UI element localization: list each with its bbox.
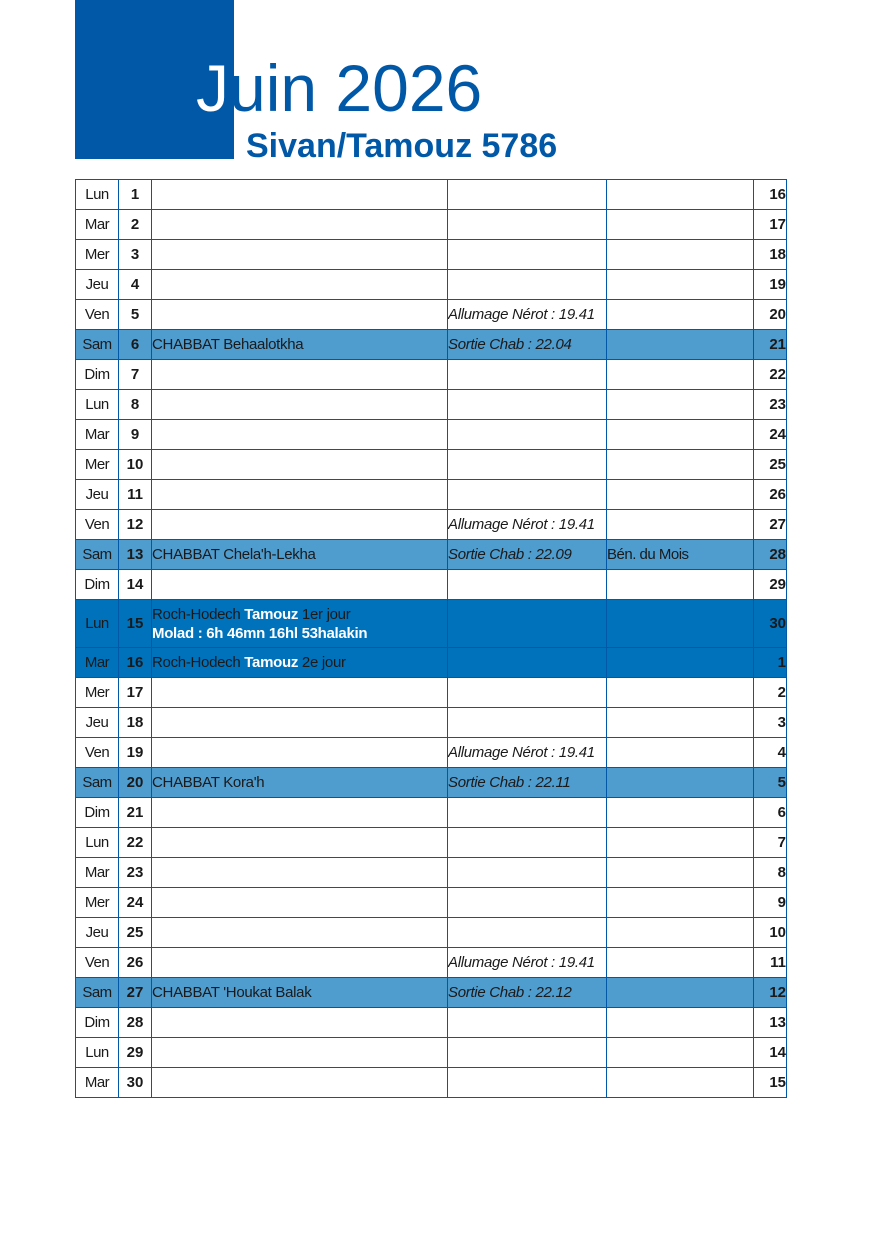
note-cell — [607, 708, 754, 738]
hebrew-date-cell: 30 — [754, 600, 787, 648]
note-cell — [607, 330, 754, 360]
weekday-cell: Ven — [76, 510, 119, 540]
parasha-cell: CHABBAT 'Houkat Balak — [152, 978, 448, 1008]
calendar-row-shabbat — [76, 540, 787, 570]
shabbat-end-time: Sortie Chab : 22.12 — [448, 978, 607, 1008]
event-cell — [152, 918, 448, 948]
hebrew-date-cell: 18 — [754, 240, 787, 270]
weekday-cell: Sam — [76, 768, 119, 798]
time-cell — [448, 1038, 607, 1068]
weekday-cell: Jeu — [76, 708, 119, 738]
parasha-cell: CHABBAT Kora'h — [152, 768, 448, 798]
event-cell — [152, 678, 448, 708]
note-cell — [607, 270, 754, 300]
hebrew-date-cell: 2 — [754, 678, 787, 708]
hebrew-date-cell: 5 — [754, 768, 787, 798]
calendar-row — [76, 1038, 787, 1068]
time-cell — [448, 888, 607, 918]
weekday-cell: Mer — [76, 678, 119, 708]
date-cell: 3 — [119, 240, 152, 270]
shabbat-end-time: Sortie Chab : 22.09 — [448, 540, 607, 570]
hebrew-date-cell: 7 — [754, 828, 787, 858]
time-cell — [448, 360, 607, 390]
calendar-row — [76, 1008, 787, 1038]
hebrew-date-cell: 29 — [754, 570, 787, 600]
note-cell — [607, 240, 754, 270]
weekday-cell: Jeu — [76, 270, 119, 300]
event-cell — [152, 1008, 448, 1038]
hebrew-date-cell: 23 — [754, 390, 787, 420]
weekday-cell: Lun — [76, 1038, 119, 1068]
weekday-cell: Mar — [76, 420, 119, 450]
event-cell — [152, 510, 448, 540]
calendar-row-roch-hodech — [76, 648, 787, 678]
event-cell — [152, 270, 448, 300]
hebrew-date-cell: 21 — [754, 330, 787, 360]
date-cell: 28 — [119, 1008, 152, 1038]
time-cell — [448, 390, 607, 420]
hebrew-month-highlight: Tamouz — [244, 654, 299, 671]
event-cell — [152, 948, 448, 978]
weekday-cell: Mar — [76, 1068, 119, 1098]
date-cell: 16 — [119, 648, 152, 678]
note-cell — [607, 600, 754, 648]
shabbat-end-time: Sortie Chab : 22.04 — [448, 330, 607, 360]
date-cell: 29 — [119, 1038, 152, 1068]
date-cell: 13 — [119, 540, 152, 570]
event-cell — [152, 1038, 448, 1068]
hebrew-date-cell: 28 — [754, 540, 787, 570]
time-cell — [448, 918, 607, 948]
date-cell: 1 — [119, 180, 152, 210]
roch-hodech-cell — [152, 600, 448, 648]
molad-line: Molad : 6h 46mn 16hl 53halakin — [152, 624, 368, 642]
weekday-cell: Lun — [76, 828, 119, 858]
hebrew-date-cell: 8 — [754, 858, 787, 888]
note-cell — [607, 480, 754, 510]
time-cell — [448, 678, 607, 708]
hebrew-date-cell: 4 — [754, 738, 787, 768]
note-cell — [607, 918, 754, 948]
time-cell — [448, 240, 607, 270]
date-cell: 2 — [119, 210, 152, 240]
note-cell — [607, 648, 754, 678]
event-cell — [152, 420, 448, 450]
time-cell — [448, 270, 607, 300]
calendar-row — [76, 390, 787, 420]
time-cell — [448, 570, 607, 600]
hebrew-date-cell: 13 — [754, 1008, 787, 1038]
event-cell — [152, 300, 448, 330]
calendar-row — [76, 738, 787, 768]
note-cell — [607, 738, 754, 768]
parasha-cell: CHABBAT Behaalotkha — [152, 330, 448, 360]
note-cell — [607, 948, 754, 978]
weekday-cell: Ven — [76, 300, 119, 330]
candle-lighting-time: Allumage Nérot : 19.41 — [448, 300, 607, 330]
weekday-cell: Mer — [76, 450, 119, 480]
weekday-cell: Mer — [76, 888, 119, 918]
hebrew-date-cell: 16 — [754, 180, 787, 210]
event-cell — [152, 858, 448, 888]
event-cell — [152, 570, 448, 600]
note-cell — [607, 678, 754, 708]
weekday-cell: Jeu — [76, 480, 119, 510]
note-cell: Bén. du Mois — [607, 540, 754, 570]
calendar-row — [76, 918, 787, 948]
hebrew-date-cell: 17 — [754, 210, 787, 240]
event-cell — [152, 180, 448, 210]
calendar-row — [76, 858, 787, 888]
calendar-row — [76, 828, 787, 858]
roch-hodech-suffix: 1er jour — [298, 605, 351, 623]
time-cell — [448, 798, 607, 828]
event-cell — [152, 390, 448, 420]
time-cell — [448, 1068, 607, 1098]
event-cell — [152, 708, 448, 738]
date-cell: 11 — [119, 480, 152, 510]
note-cell — [607, 888, 754, 918]
month-title-initial: J — [196, 51, 229, 125]
calendar-row — [76, 180, 787, 210]
date-cell: 21 — [119, 798, 152, 828]
time-cell — [448, 858, 607, 888]
hebrew-date-cell: 27 — [754, 510, 787, 540]
weekday-cell: Lun — [76, 600, 119, 648]
calendar-row — [76, 798, 787, 828]
weekday-cell: Mer — [76, 240, 119, 270]
date-cell: 20 — [119, 768, 152, 798]
weekday-cell: Lun — [76, 180, 119, 210]
calendar-row — [76, 210, 787, 240]
calendar-row — [76, 948, 787, 978]
hebrew-date-cell: 12 — [754, 978, 787, 1008]
calendar-row — [76, 570, 787, 600]
time-cell — [448, 648, 607, 678]
note-cell — [607, 1008, 754, 1038]
date-cell: 25 — [119, 918, 152, 948]
parasha-cell: CHABBAT Chela'h-Lekha — [152, 540, 448, 570]
calendar-row — [76, 510, 787, 540]
hebrew-date-cell: 3 — [754, 708, 787, 738]
calendar-row — [76, 480, 787, 510]
date-cell: 5 — [119, 300, 152, 330]
event-cell — [152, 240, 448, 270]
hebrew-date-cell: 11 — [754, 948, 787, 978]
candle-lighting-time: Allumage Nérot : 19.41 — [448, 738, 607, 768]
calendar-row-roch-hodech — [76, 600, 787, 648]
time-cell — [448, 180, 607, 210]
month-title-rest: uin 2026 — [229, 51, 483, 125]
date-cell: 18 — [119, 708, 152, 738]
date-cell: 22 — [119, 828, 152, 858]
time-cell — [448, 420, 607, 450]
calendar-row — [76, 678, 787, 708]
hebrew-date-cell: 19 — [754, 270, 787, 300]
calendar-row — [76, 270, 787, 300]
date-cell: 7 — [119, 360, 152, 390]
roch-hodech-prefix: Roch-Hodech — [152, 605, 245, 623]
note-cell — [607, 828, 754, 858]
date-cell: 24 — [119, 888, 152, 918]
weekday-cell: Mar — [76, 648, 119, 678]
note-cell — [607, 420, 754, 450]
hebrew-month-highlight: Tamouz — [244, 605, 299, 623]
candle-lighting-time: Allumage Nérot : 19.41 — [448, 948, 607, 978]
calendar-row — [76, 240, 787, 270]
hebrew-date-cell: 24 — [754, 420, 787, 450]
weekday-cell: Mar — [76, 858, 119, 888]
date-cell: 10 — [119, 450, 152, 480]
weekday-cell: Dim — [76, 1008, 119, 1038]
date-cell: 14 — [119, 570, 152, 600]
note-cell — [607, 180, 754, 210]
month-title — [196, 48, 482, 128]
note-cell — [607, 1068, 754, 1098]
note-cell — [607, 798, 754, 828]
note-cell — [607, 390, 754, 420]
note-cell — [607, 768, 754, 798]
note-cell — [607, 450, 754, 480]
calendar-row-shabbat — [76, 330, 787, 360]
hebrew-date-cell: 15 — [754, 1068, 787, 1098]
hebrew-date-cell: 22 — [754, 360, 787, 390]
hebrew-date-cell: 9 — [754, 888, 787, 918]
date-cell: 4 — [119, 270, 152, 300]
weekday-cell: Sam — [76, 330, 119, 360]
weekday-cell: Ven — [76, 948, 119, 978]
note-cell — [607, 1038, 754, 1068]
date-cell: 17 — [119, 678, 152, 708]
note-cell — [607, 210, 754, 240]
hebrew-date-cell: 1 — [754, 648, 787, 678]
time-cell — [448, 828, 607, 858]
roch-hodech-suffix: 2e jour — [298, 654, 346, 671]
hebrew-date-cell: 6 — [754, 798, 787, 828]
date-cell: 9 — [119, 420, 152, 450]
roch-hodech-line — [152, 605, 447, 624]
weekday-cell: Sam — [76, 540, 119, 570]
shabbat-end-time: Sortie Chab : 22.11 — [448, 768, 607, 798]
date-cell: 6 — [119, 330, 152, 360]
note-cell — [607, 510, 754, 540]
event-cell — [152, 888, 448, 918]
calendar-row — [76, 300, 787, 330]
calendar-row — [76, 450, 787, 480]
note-cell — [607, 360, 754, 390]
event-cell — [152, 738, 448, 768]
hebrew-date-cell: 10 — [754, 918, 787, 948]
note-cell — [607, 300, 754, 330]
event-cell — [152, 828, 448, 858]
event-cell — [152, 480, 448, 510]
hebrew-date-cell: 20 — [754, 300, 787, 330]
time-cell — [448, 600, 607, 648]
candle-lighting-time: Allumage Nérot : 19.41 — [448, 510, 607, 540]
note-cell — [607, 978, 754, 1008]
hebrew-date-cell: 14 — [754, 1038, 787, 1068]
date-cell: 23 — [119, 858, 152, 888]
date-cell: 15 — [119, 600, 152, 648]
calendar-table — [75, 179, 787, 1098]
hebrew-month-title: Sivan/Tamouz 5786 — [246, 127, 558, 165]
weekday-cell: Dim — [76, 798, 119, 828]
calendar-row-shabbat — [76, 768, 787, 798]
date-cell: 30 — [119, 1068, 152, 1098]
calendar-row — [76, 888, 787, 918]
hebrew-date-cell: 26 — [754, 480, 787, 510]
event-cell — [152, 798, 448, 828]
hebrew-date-cell: 25 — [754, 450, 787, 480]
time-cell — [448, 480, 607, 510]
time-cell — [448, 708, 607, 738]
time-cell — [448, 210, 607, 240]
date-cell: 8 — [119, 390, 152, 420]
weekday-cell: Sam — [76, 978, 119, 1008]
roch-hodech-prefix: Roch-Hodech — [152, 654, 245, 671]
event-cell — [152, 1068, 448, 1098]
time-cell — [448, 450, 607, 480]
calendar-row — [76, 708, 787, 738]
date-cell: 12 — [119, 510, 152, 540]
calendar-row — [76, 420, 787, 450]
note-cell — [607, 570, 754, 600]
weekday-cell: Mar — [76, 210, 119, 240]
event-cell — [152, 210, 448, 240]
weekday-cell: Jeu — [76, 918, 119, 948]
weekday-cell: Ven — [76, 738, 119, 768]
calendar-row — [76, 1068, 787, 1098]
date-cell: 26 — [119, 948, 152, 978]
weekday-cell: Lun — [76, 390, 119, 420]
weekday-cell: Dim — [76, 570, 119, 600]
note-cell — [607, 858, 754, 888]
calendar-row-shabbat — [76, 978, 787, 1008]
date-cell: 19 — [119, 738, 152, 768]
event-cell — [152, 360, 448, 390]
event-cell — [152, 450, 448, 480]
roch-hodech-cell — [152, 648, 448, 678]
calendar-row — [76, 360, 787, 390]
date-cell: 27 — [119, 978, 152, 1008]
time-cell — [448, 1008, 607, 1038]
weekday-cell: Dim — [76, 360, 119, 390]
